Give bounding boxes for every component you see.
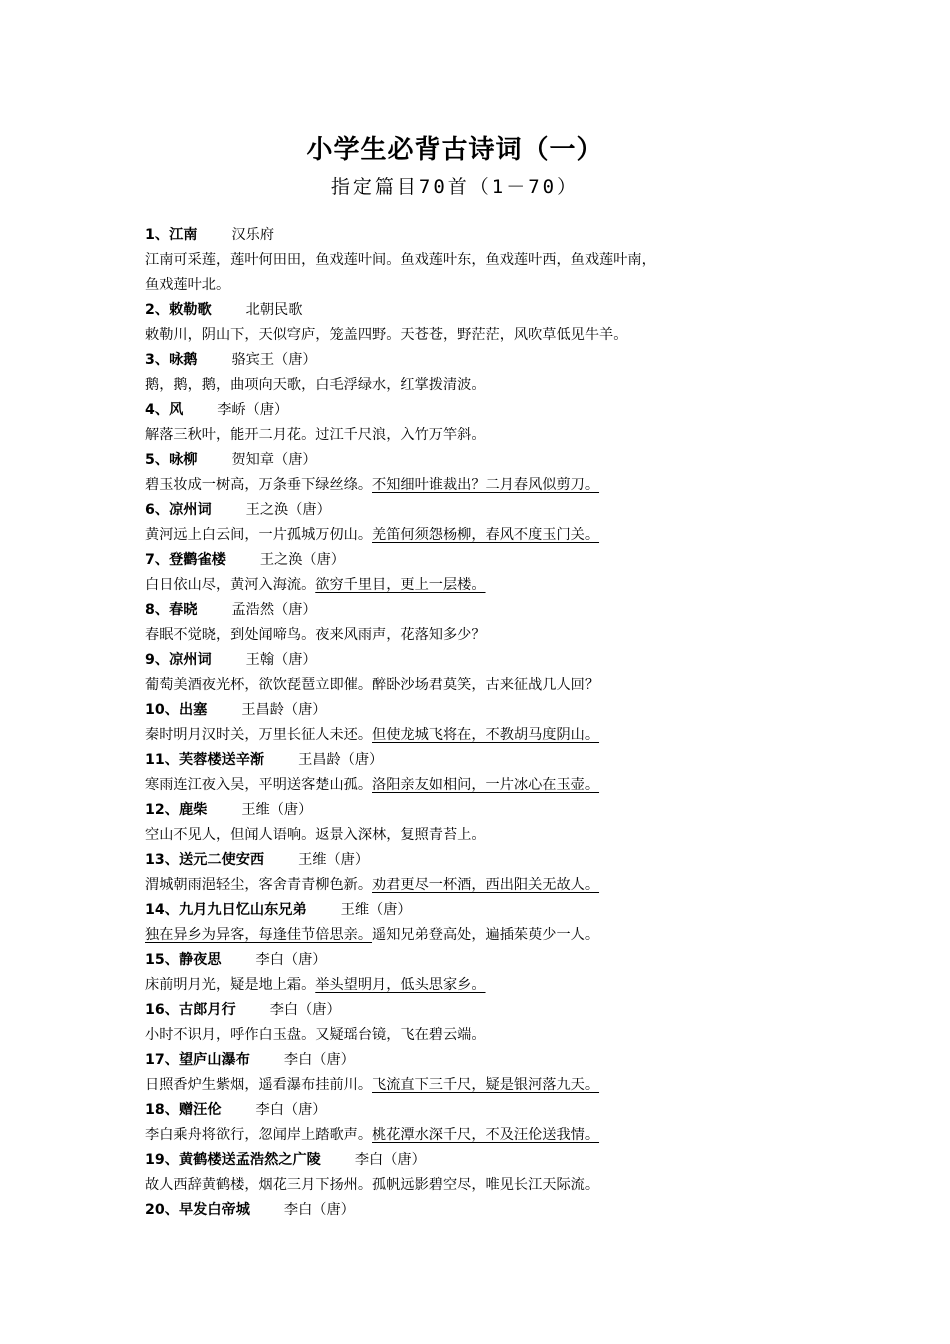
poem-number: 20、 — [145, 1202, 179, 1218]
poem-verse-line — [145, 773, 785, 798]
poem-number: 13、 — [145, 852, 179, 868]
poem-verse-line — [145, 373, 785, 398]
verse-text: 黄河远上白云间，一片孤城万仞山。 — [145, 527, 373, 543]
verse-text-underlined: 但使龙城飞将在，不教胡马度阴山。 — [372, 727, 600, 743]
poem-author: 李白（唐） — [283, 1202, 355, 1218]
poem-number: 12、 — [145, 802, 179, 818]
poem-number: 18、 — [145, 1102, 179, 1118]
verse-text: 李白乘舟将欲行，忽闻岸上踏歌声。 — [145, 1127, 373, 1143]
poem-author: 李白（唐） — [255, 1102, 327, 1118]
verse-text-underlined: 举头望明月，低头思家乡。 — [315, 977, 486, 993]
poem-verse-line — [145, 873, 785, 898]
poem-author: 李白（唐） — [255, 952, 327, 968]
poem-number: 4、 — [145, 402, 170, 418]
poem-author: 李峤（唐） — [217, 402, 289, 418]
poem-heading — [145, 298, 785, 323]
poem-author: 李白（唐） — [354, 1152, 426, 1168]
poem-heading — [145, 848, 785, 873]
poem-author: 贺知章（唐） — [231, 452, 317, 468]
poem-title: 九月九日忆山东兄弟 — [178, 902, 307, 918]
poem-heading — [145, 648, 785, 673]
poem-title: 风 — [169, 402, 184, 418]
poem-title: 凉州词 — [169, 652, 212, 668]
poem-heading — [145, 1148, 785, 1173]
verse-text: 葡萄美酒夜光杯，欲饮琵琶立即催。醉卧沙场君莫笑，古来征战几人回？ — [145, 677, 600, 693]
poem-title: 登鹳雀楼 — [169, 552, 226, 568]
poem-title: 咏柳 — [169, 452, 198, 468]
poem-verse-line — [145, 1123, 785, 1148]
document-title: 小学生必背古诗词（一） — [306, 135, 604, 165]
poem-author: 孟浩然（唐） — [231, 602, 317, 618]
poem-number: 10、 — [145, 702, 179, 718]
poem-title: 春晓 — [169, 602, 198, 618]
poem-author: 王维（唐） — [298, 852, 370, 868]
poem-author: 骆宾王（唐） — [231, 352, 317, 368]
poem-author: 王之涣（唐） — [259, 552, 345, 568]
poem-heading — [145, 448, 785, 473]
poem-number: 14、 — [145, 902, 179, 918]
poem-author: 王翰（唐） — [245, 652, 317, 668]
verse-text: 秦时明月汉时关，万里长征人未还。 — [145, 727, 373, 743]
poem-title: 凉州词 — [169, 502, 212, 518]
poem-heading — [145, 698, 785, 723]
verse-text: 解落三秋叶，能开二月花。过江千尺浪，入竹万竿斜。 — [145, 427, 486, 443]
poem-heading — [145, 1198, 785, 1223]
poem-title: 黄鹤楼送孟浩然之广陵 — [178, 1152, 321, 1168]
poem-author: 王昌龄（唐） — [298, 752, 384, 768]
poem-author: 王昌龄（唐） — [241, 702, 327, 718]
poem-title: 赠汪伦 — [178, 1102, 222, 1118]
poem-number: 3、 — [145, 352, 170, 368]
poem-title: 鹿柴 — [178, 802, 208, 818]
verse-text-underlined: 劝君更尽一杯酒，西出阳关无故人。 — [372, 877, 600, 893]
poem-number: 19、 — [145, 1152, 179, 1168]
poem-verse-line — [145, 623, 785, 648]
verse-text: 床前明月光，疑是地上霜。 — [145, 977, 316, 993]
poem-number: 5、 — [145, 452, 170, 468]
poem-title: 出塞 — [178, 702, 208, 718]
verse-text: 寒雨连江夜入吴，平明送客楚山孤。 — [145, 777, 373, 793]
poem-number: 6、 — [145, 502, 170, 518]
poem-heading — [145, 223, 785, 248]
poem-heading — [145, 1048, 785, 1073]
poem-verse-line — [145, 273, 785, 298]
verse-text: 日照香炉生紫烟，遥看瀑布挂前川。 — [145, 1077, 373, 1093]
poem-number: 17、 — [145, 1052, 179, 1068]
poem-heading — [145, 748, 785, 773]
verse-text: 敕勒川，阴山下，天似穹庐，笼盖四野。天苍苍，野茫茫，风吹草低见牛羊。 — [145, 327, 628, 343]
verse-text: 碧玉妆成一树高，万条垂下绿丝绦。 — [145, 477, 373, 493]
poem-verse-line — [145, 723, 785, 748]
poem-author: 李白（唐） — [269, 1002, 341, 1018]
verse-text-underlined: 飞流直下三千尺，疑是银河落九天。 — [372, 1077, 600, 1093]
poem-verse-line — [145, 423, 785, 448]
poem-author: 王维（唐） — [340, 902, 412, 918]
poem-heading — [145, 348, 785, 373]
poem-heading — [145, 998, 785, 1023]
poem-author: 北朝民歌 — [245, 302, 303, 318]
poem-number: 2、 — [145, 302, 170, 318]
verse-text: 空山不见人，但闻人语响。返景入深林，复照青苔上。 — [145, 827, 486, 843]
poem-title: 古郎月行 — [178, 1002, 236, 1018]
poem-title: 芙蓉楼送辛渐 — [178, 752, 265, 768]
verse-text: 遥知兄弟登高处，遍插茱萸少一人。 — [372, 927, 600, 943]
poem-verse-line — [145, 1023, 785, 1048]
poem-heading — [145, 398, 785, 423]
verse-text: 渭城朝雨浥轻尘，客舍青青柳色新。 — [145, 877, 373, 893]
poem-verse-line — [145, 1173, 785, 1198]
verse-text-underlined: 洛阳亲友如相问，一片冰心在玉壶。 — [372, 777, 600, 793]
poem-author: 王之涣（唐） — [245, 502, 331, 518]
poem-number: 7、 — [145, 552, 170, 568]
poem-heading — [145, 948, 785, 973]
poem-number: 9、 — [145, 652, 170, 668]
verse-text: 鱼戏莲叶北。 — [145, 277, 231, 293]
poem-author: 汉乐府 — [231, 227, 275, 243]
poem-verse-line — [145, 823, 785, 848]
poem-title: 静夜思 — [178, 952, 222, 968]
poem-verse-line — [145, 473, 785, 498]
poem-author: 王维（唐） — [241, 802, 313, 818]
poem-title: 咏鹅 — [169, 352, 198, 368]
poem-number: 8、 — [145, 602, 170, 618]
poem-heading — [145, 898, 785, 923]
verse-text-underlined: 独在异乡为异客，每逢佳节倍思亲。 — [145, 927, 373, 943]
poem-verse-line — [145, 973, 785, 998]
poem-verse-line — [145, 1073, 785, 1098]
poem-verse-line — [145, 523, 785, 548]
poem-number: 1、 — [145, 227, 170, 243]
poem-title: 望庐山瀑布 — [178, 1052, 250, 1068]
poem-heading — [145, 548, 785, 573]
poem-verse-line — [145, 323, 785, 348]
poem-title: 江南 — [169, 227, 198, 243]
verse-text-underlined: 欲穷千里目，更上一层楼。 — [315, 577, 486, 593]
verse-text: 鹅，鹅，鹅，曲项向天歌，白毛浮绿水，红掌拨清波。 — [145, 377, 486, 393]
poem-number: 15、 — [145, 952, 179, 968]
poem-heading — [145, 598, 785, 623]
verse-text-underlined: 羌笛何须怨杨柳，春风不度玉门关。 — [372, 527, 600, 543]
document-subtitle: 指定篇目70首（1－70） — [330, 176, 580, 198]
poem-verse-line — [145, 248, 785, 273]
poem-title: 敕勒歌 — [169, 302, 212, 318]
verse-text: 故人西辞黄鹤楼，烟花三月下扬州。孤帆远影碧空尽，唯见长江天际流。 — [145, 1177, 600, 1193]
verse-text: 白日依山尽，黄河入海流。 — [145, 577, 316, 593]
verse-text: 春眠不觉晓，到处闻啼鸟。夜来风雨声，花落知多少？ — [145, 627, 486, 643]
verse-text-underlined: 桃花潭水深千尺，不及汪伦送我情。 — [372, 1127, 600, 1143]
poem-list — [145, 223, 785, 1223]
poem-number: 11、 — [145, 752, 179, 768]
poem-author: 李白（唐） — [283, 1052, 355, 1068]
poem-verse-line — [145, 573, 785, 598]
poem-verse-line — [145, 673, 785, 698]
verse-text: 小时不识月，呼作白玉盘。又疑瑶台镜，飞在碧云端。 — [145, 1027, 486, 1043]
verse-text-underlined: 不知细叶谁裁出？二月春风似剪刀。 — [372, 477, 600, 493]
poem-heading — [145, 1098, 785, 1123]
poem-heading — [145, 798, 785, 823]
verse-text: 江南可采莲，莲叶何田田，鱼戏莲叶间。鱼戏莲叶东，鱼戏莲叶西，鱼戏莲叶南， — [145, 252, 656, 268]
poem-number: 16、 — [145, 1002, 179, 1018]
poem-title: 早发白帝城 — [178, 1202, 250, 1218]
poem-verse-line — [145, 923, 785, 948]
poem-title: 送元二使安西 — [178, 852, 265, 868]
poem-heading — [145, 498, 785, 523]
